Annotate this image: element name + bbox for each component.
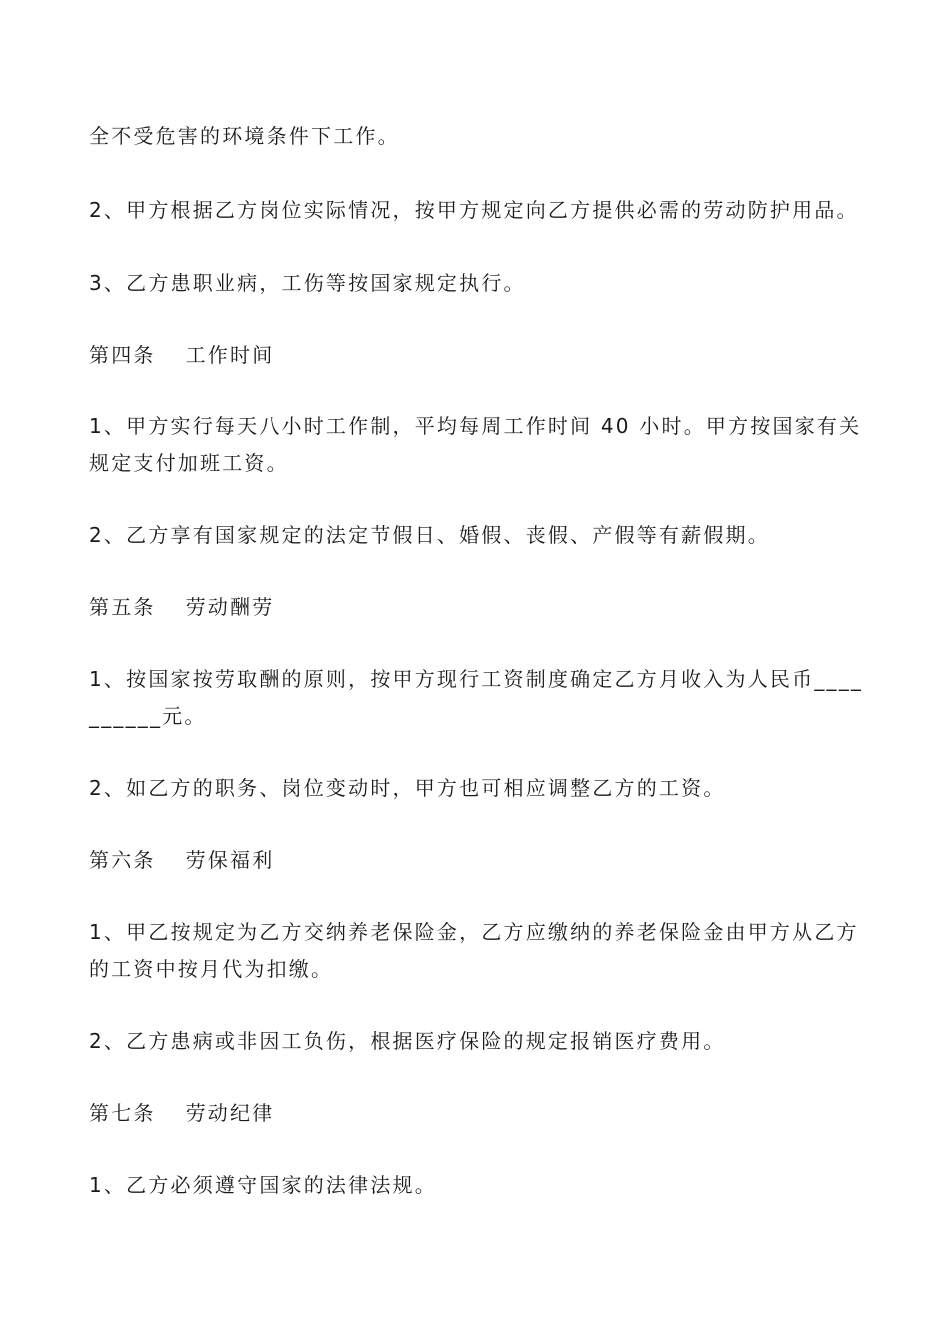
paragraph-line: 1、乙方必须遵守国家的法律法规。 bbox=[89, 1173, 437, 1197]
article-title: 工作时间 bbox=[185, 343, 275, 367]
paragraph-line: 1、按国家按劳取酬的原则，按甲方现行工资制度确定乙方月收入为人民币____ bbox=[89, 667, 864, 691]
article-title: 劳保福利 bbox=[185, 848, 275, 872]
article-number: 第五条 bbox=[89, 595, 156, 619]
paragraph-line: 规定支付加班工资。 bbox=[89, 451, 289, 475]
article-number: 第四条 bbox=[89, 343, 156, 367]
article-number: 第六条 bbox=[89, 848, 156, 872]
paragraph-line: 2、乙方享有国家规定的法定节假日、婚假、丧假、产假等有薪假期。 bbox=[89, 523, 770, 547]
article-title: 劳动酬劳 bbox=[185, 595, 275, 619]
paragraph-line: 2、甲方根据乙方岗位实际情况，按甲方规定向乙方提供必需的劳动防护用品。 bbox=[89, 198, 859, 222]
article-heading bbox=[89, 340, 869, 370]
paragraph-line: 1、甲乙按规定为乙方交纳养老保险金，乙方应缴纳的养老保险金由甲方从乙方 bbox=[89, 920, 859, 944]
article-number: 第七条 bbox=[89, 1101, 156, 1125]
paragraph-line: ______元。 bbox=[89, 704, 207, 728]
paragraph-line: 2、乙方患病或非因工负伤，根据医疗保险的规定报销医疗费用。 bbox=[89, 1029, 726, 1053]
paragraph-line: 3、乙方患职业病，工伤等按国家规定执行。 bbox=[89, 271, 526, 295]
paragraph-line: 2、如乙方的职务、岗位变动时，甲方也可相应调整乙方的工资。 bbox=[89, 776, 726, 800]
paragraph-line: 全不受危害的环境条件下工作。 bbox=[89, 124, 400, 148]
article-heading bbox=[89, 1098, 869, 1128]
paragraph-line: 1、甲方实行每天八小时工作制，平均每周工作时间 40 小时。甲方按国家有关 bbox=[89, 414, 862, 438]
article-heading bbox=[89, 592, 869, 622]
paragraph-line: 的工资中按月代为扣缴。 bbox=[89, 957, 334, 981]
article-title: 劳动纪律 bbox=[185, 1101, 275, 1125]
article-heading bbox=[89, 845, 869, 875]
